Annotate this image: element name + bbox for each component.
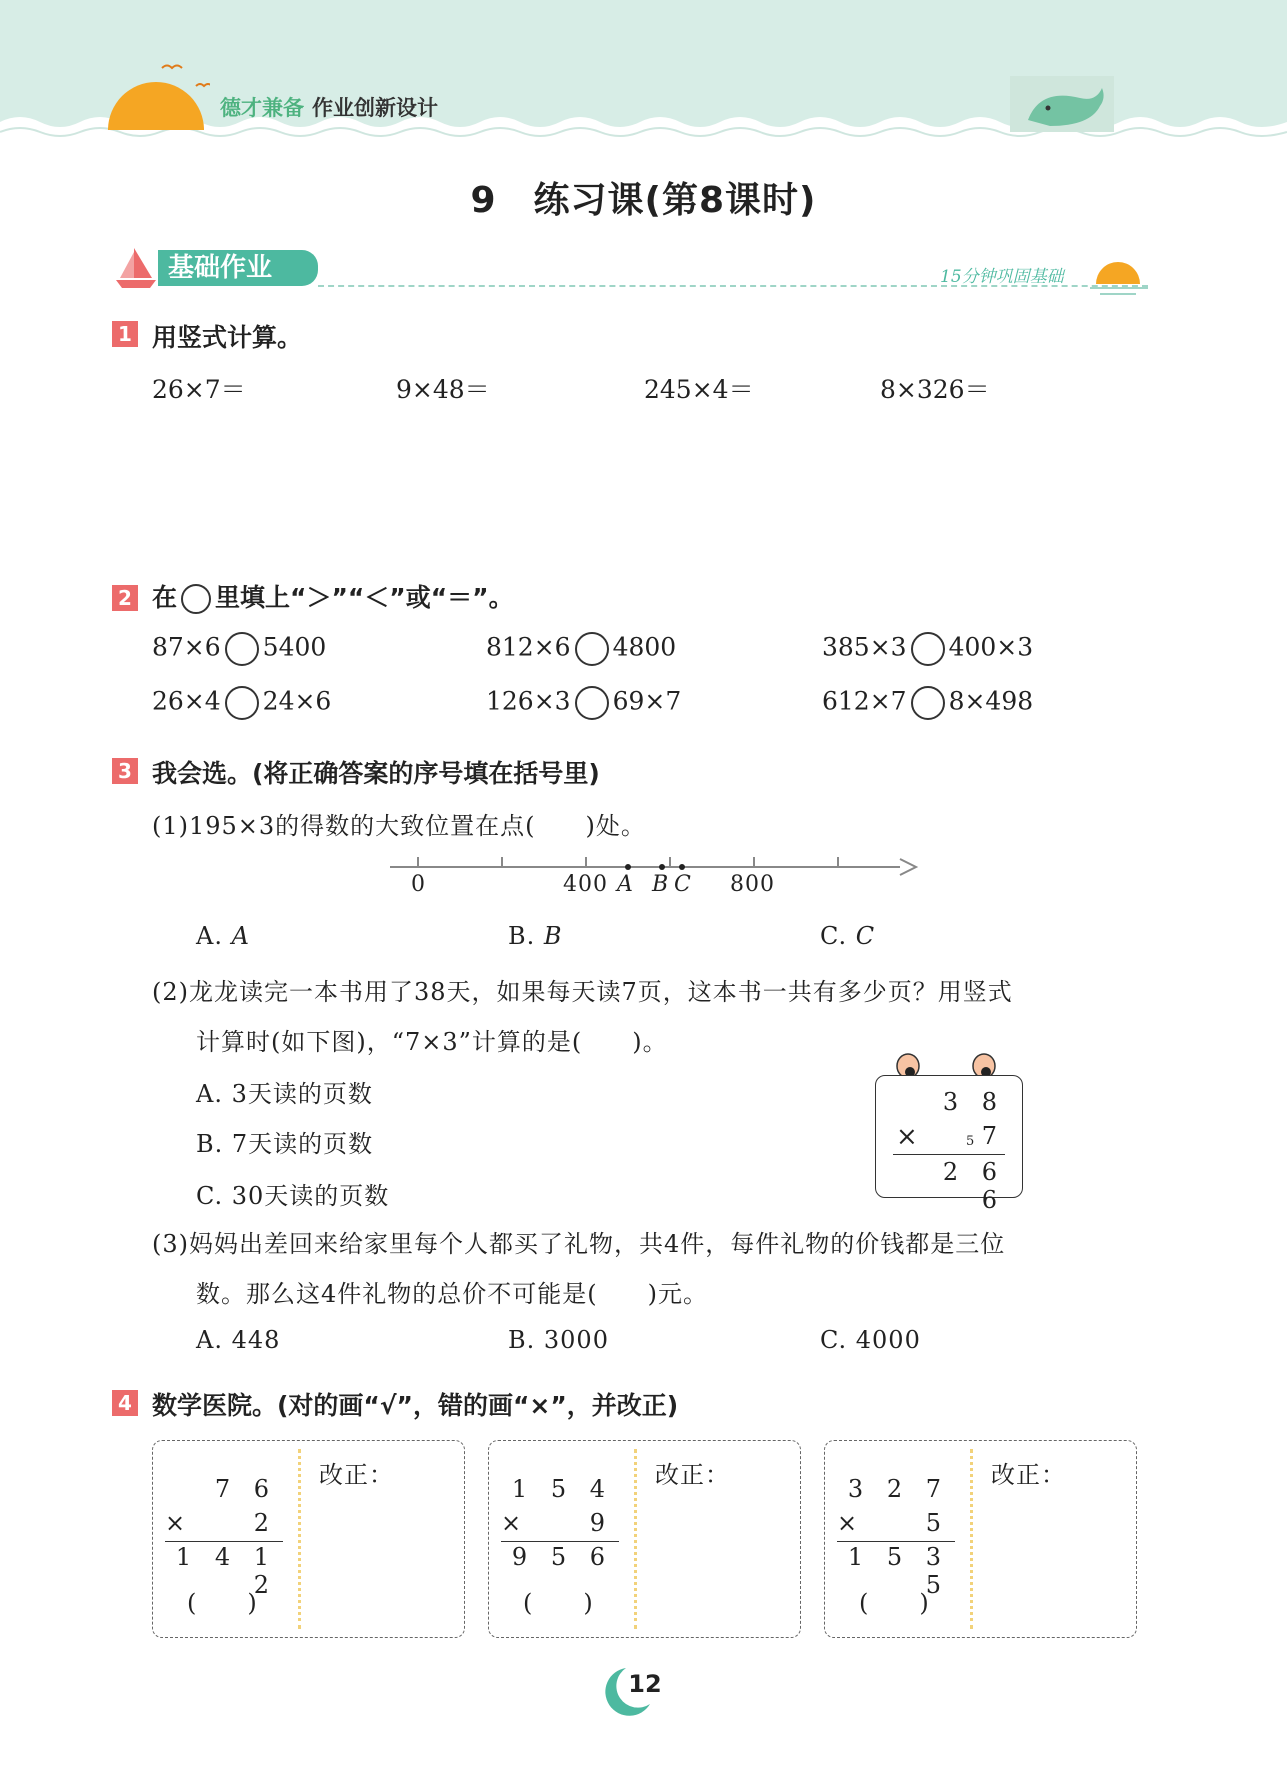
q3-p2-option-a: A. 3天读的页数 xyxy=(196,1080,373,1108)
q3-p1-option-c: C. C xyxy=(820,922,876,950)
q3-p1-question: (1)195×3的得数的大致位置在点( )处。 xyxy=(152,812,646,840)
section-hint: 15分钟巩固基础 xyxy=(940,267,1064,287)
axis-label-0: 0 xyxy=(411,872,426,897)
fix-label: 改正： xyxy=(319,1461,394,1489)
answer-circle[interactable] xyxy=(911,686,945,720)
q3-p2-line2: 计算时(如下图)，“7×3”计算的是( )。 xyxy=(196,1028,668,1056)
calc-sign: × xyxy=(896,1122,926,1152)
q2-title xyxy=(152,578,514,614)
q4-number: 4 xyxy=(112,1390,138,1416)
math-hospital-box-3 xyxy=(824,1440,1137,1638)
q3-title: 我会选。(将正确答案的序号填在括号里) xyxy=(152,759,600,788)
answer-circle[interactable] xyxy=(575,632,609,666)
calc-bottom: 7 xyxy=(981,1122,1005,1150)
calc-top: 3 8 xyxy=(942,1088,1005,1116)
q1-number: 1 xyxy=(112,321,138,347)
q3-p1-option-a: A. A xyxy=(196,922,250,950)
q1-item-1: 26×7＝ xyxy=(152,375,246,404)
box3-result: 1 5 3 5 xyxy=(847,1543,949,1599)
box2-line xyxy=(501,1541,619,1542)
q2-compare: 87×6 5400 xyxy=(152,632,326,666)
box-divider xyxy=(970,1449,973,1629)
q2-compare: 612×7 8×498 xyxy=(822,686,1033,720)
q2-compare: 126×3 69×7 xyxy=(486,686,681,720)
axis-label-800: 800 xyxy=(730,872,775,897)
q1-item-3: 245×4＝ xyxy=(644,375,754,404)
q3-p2-option-c: C. 30天读的页数 xyxy=(196,1182,390,1210)
box1-sign: × xyxy=(165,1509,194,1537)
answer-circle[interactable] xyxy=(225,686,259,720)
brand-green: 德才兼备 xyxy=(220,96,304,120)
box3-line xyxy=(837,1541,955,1542)
calc-result: 2 6 6 xyxy=(942,1158,1005,1214)
box-divider xyxy=(634,1449,637,1629)
box3-top: 3 2 7 xyxy=(847,1475,949,1503)
box2-sign: × xyxy=(501,1509,530,1537)
q2-compare: 812×6 4800 xyxy=(486,632,676,666)
q2-number: 2 xyxy=(112,585,138,611)
brand xyxy=(220,92,438,122)
box3-answer-paren[interactable]: ( ) xyxy=(859,1589,930,1617)
answer-circle[interactable] xyxy=(911,632,945,666)
q3-number: 3 xyxy=(112,758,138,784)
box1-top: 7 6 xyxy=(214,1475,277,1503)
point-b-label: B xyxy=(652,872,670,897)
page-title: 9 练习课(第8课时) xyxy=(470,180,817,221)
box2-bottom: 9 xyxy=(589,1509,613,1537)
fix-label: 改正： xyxy=(655,1461,730,1489)
number-line xyxy=(380,845,920,905)
axis-label-400: 400 xyxy=(563,872,608,897)
box3-bottom: 5 xyxy=(925,1509,949,1537)
q3-p3-line1: (3)妈妈出差回来给家里每个人都买了礼物，共4件，每件礼物的价钱都是三位 xyxy=(152,1230,1006,1258)
box2-answer-paren[interactable]: ( ) xyxy=(523,1589,594,1617)
whale-icon xyxy=(1010,76,1114,132)
fix-label: 改正： xyxy=(991,1461,1066,1489)
box2-result: 9 5 6 xyxy=(511,1543,613,1571)
q3-p3-line2: 数。那么这4件礼物的总价不可能是( )元。 xyxy=(196,1280,708,1308)
sun-icon xyxy=(100,60,210,130)
q1-item-4: 8×326＝ xyxy=(880,375,990,404)
box1-result: 1 4 1 2 xyxy=(175,1543,277,1599)
box1-bottom: 2 xyxy=(253,1509,277,1537)
circle-icon xyxy=(181,584,211,614)
answer-circle[interactable] xyxy=(575,686,609,720)
calc-carry: 5 xyxy=(966,1134,975,1149)
box3-sign: × xyxy=(837,1509,866,1537)
sunset-icon xyxy=(1090,254,1150,298)
q1-title: 用竖式计算。 xyxy=(152,323,303,352)
answer-circle[interactable] xyxy=(225,632,259,666)
q1-item-2: 9×48＝ xyxy=(396,375,490,404)
math-hospital-box-2 xyxy=(488,1440,801,1638)
page-number: 12 xyxy=(628,1670,662,1698)
q3-p1-option-b: B. B xyxy=(508,922,563,950)
brand-dark: 作业创新设计 xyxy=(312,96,438,120)
q3-p3-option-b: B. 3000 xyxy=(508,1326,609,1354)
sailboat-icon xyxy=(112,244,158,290)
box2-top: 1 5 4 xyxy=(511,1475,613,1503)
q2-title-pre: 在 xyxy=(152,583,178,612)
q2-compare: 26×4 24×6 xyxy=(152,686,331,720)
q3-p2-line1: (2)龙龙读完一本书用了38天，如果每天读7页，这本书一共有多少页？用竖式 xyxy=(152,978,1013,1006)
section-tag: 基础作业 xyxy=(158,250,318,286)
q3-p3-option-c: C. 4000 xyxy=(820,1326,921,1354)
point-c-label: C xyxy=(674,872,692,897)
calc-line xyxy=(893,1154,1005,1155)
math-hospital-box-1 xyxy=(152,1440,465,1638)
q3-p3-option-a: A. 448 xyxy=(196,1326,281,1354)
q4-title: 数学医院。(对的画“√”，错的画“×”，并改正) xyxy=(152,1391,679,1420)
q2-title-post: 里填上“＞”“＜”或“＝”。 xyxy=(215,583,514,612)
q2-compare: 385×3 400×3 xyxy=(822,632,1033,666)
q3-p2-option-b: B. 7天读的页数 xyxy=(196,1130,374,1158)
box-divider xyxy=(298,1449,301,1629)
point-a-label: A xyxy=(617,872,634,897)
box1-line xyxy=(165,1541,283,1542)
box1-answer-paren[interactable]: ( ) xyxy=(187,1589,258,1617)
